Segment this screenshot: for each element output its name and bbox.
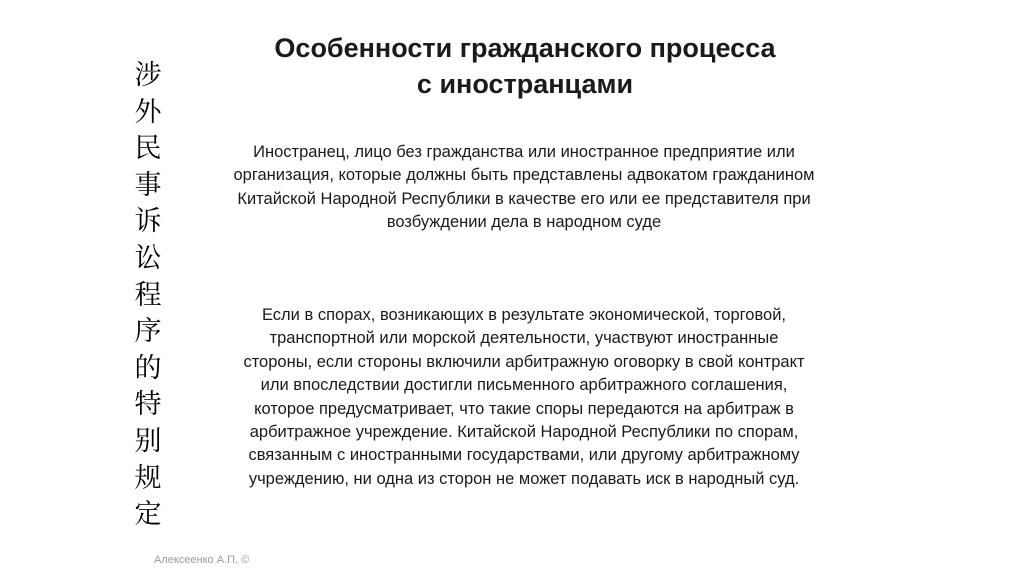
vertical-title-char: 涉 [134, 60, 162, 91]
paragraph-line: организация, которые должны быть представлены адвокатом гражданином [233, 166, 815, 185]
vertical-title-char: 诉 [134, 206, 162, 238]
vertical-title-char: 外 [134, 96, 162, 128]
vertical-title-char: 程 [134, 279, 162, 311]
paragraph-line: возбуждении дела в народном суде [386, 213, 662, 232]
vertical-title-char: 特 [134, 389, 162, 421]
paragraph-line: которое предусматривает, что такие споры передаются на арбитраж в [254, 399, 794, 418]
vertical-title-char: 的 [134, 352, 162, 384]
author-footer: Алексеенко А.П. © [154, 554, 250, 566]
paragraph-line: связанным с иностранными государствами, или другому арбитражному [248, 446, 800, 465]
paragraph-representation [200, 141, 848, 235]
paragraph-line: стороны, если стороны включили арбитражную оговорку в свой контракт [243, 352, 805, 371]
paragraph-line: транспортной или морской деятельности, участвуют иностранные [269, 329, 779, 348]
vertical-chinese-title [128, 58, 168, 534]
vertical-title-char: 序 [134, 316, 162, 348]
vertical-title-char: 定 [134, 499, 162, 531]
paragraph-line: Иностранец, лицо без гражданства или иностранное предприятие или [253, 143, 795, 161]
paragraph-line: или впоследствии достигли письменного арбитражного соглашения, [260, 376, 788, 395]
paragraph-line: учреждению, ни одна из сторон не может подавать иск в народный суд. [248, 469, 800, 488]
slide-title-line: Особенности гражданского процесса [274, 33, 776, 63]
vertical-title-char: 民 [134, 133, 162, 165]
vertical-title-char: 事 [134, 169, 162, 201]
slide-title [200, 30, 850, 102]
paragraph-line: Если в спорах, возникающих в результате экономической, торговой, [261, 306, 787, 324]
vertical-title-char: 规 [134, 462, 162, 494]
slide-title-line: с иностранцами [416, 69, 634, 99]
paragraph-line: Китайской Народной Республики в качестве его или ее представителя при [237, 189, 811, 208]
paragraph-line: арбитражное учреждение. Китайской Народной Республики по спорам, [249, 423, 799, 442]
vertical-title-char: 别 [134, 425, 162, 457]
paragraph-arbitration [200, 304, 848, 491]
vertical-title-char: 讼 [134, 242, 162, 274]
